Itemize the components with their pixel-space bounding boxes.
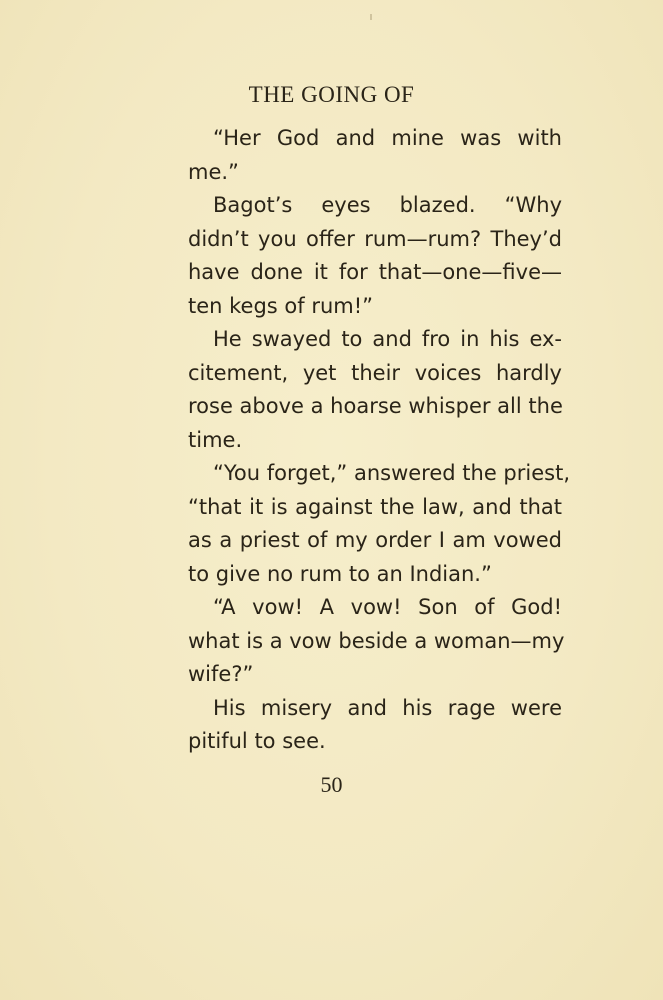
paper-speck bbox=[370, 14, 372, 20]
text-line: pitiful to see. bbox=[188, 729, 326, 753]
text-line: “A vow! A vow! Son of God! bbox=[213, 595, 562, 619]
text-line: to give no rum to an Indian.” bbox=[188, 561, 492, 586]
page-number: 50 bbox=[320, 772, 343, 797]
text-line: “You forget,” answered the priest, bbox=[213, 461, 570, 485]
text-line: ten kegs of rum!” bbox=[188, 293, 374, 318]
running-head: THE GOING OF bbox=[248, 82, 415, 107]
text-line: citement, yet their voices hardly bbox=[188, 360, 562, 385]
text-line: have done it for that—one—five— bbox=[188, 260, 562, 284]
text-line: rose above a hoarse whisper all the bbox=[188, 394, 563, 418]
text-line: wife?” bbox=[188, 662, 254, 686]
text-line: didn’t you offer rum—rum? They’d bbox=[188, 226, 562, 251]
text-line: Bagot’s eyes blazed. “Why bbox=[213, 193, 562, 217]
text-line: He swayed to and fro in his ex- bbox=[213, 327, 562, 351]
text-line: time. bbox=[188, 427, 243, 452]
text-line: “that it is against the law, and that bbox=[188, 494, 562, 519]
text-line: me.” bbox=[188, 159, 239, 184]
text-line: His misery and his rage were bbox=[213, 695, 562, 720]
text-line: what is a vow beside a woman—my bbox=[188, 628, 565, 653]
text-line: as a priest of my order I am vowed bbox=[188, 528, 562, 552]
text-line: “Her God and mine was with bbox=[213, 126, 562, 150]
body-text bbox=[188, 122, 570, 759]
